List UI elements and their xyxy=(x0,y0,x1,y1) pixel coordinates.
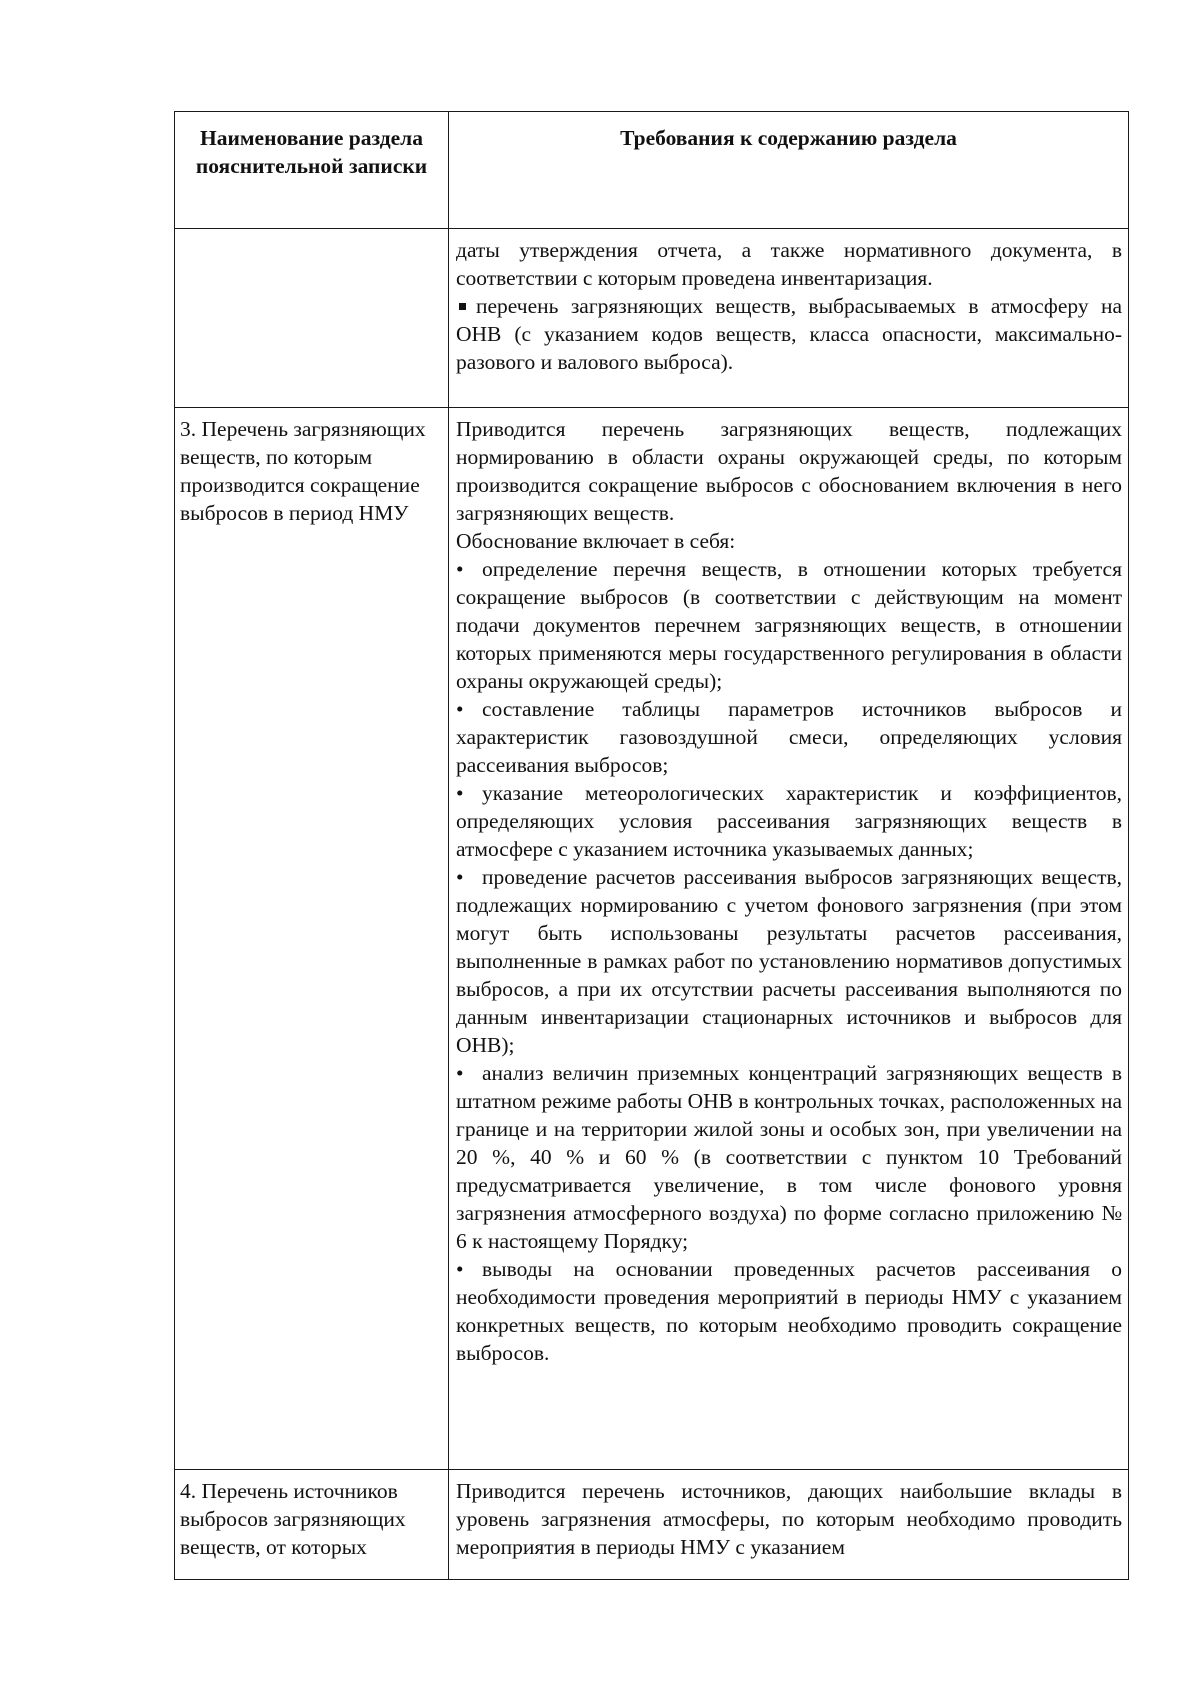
row1-square-item-text: перечень загрязняющих веществ, выбрасываемых в атмосферу на ОНВ (с указанием кодов веществ, класса опасности, максимально-разового и валового выброса). xyxy=(456,294,1122,374)
row2-intro: Приводится перечень загрязняющих веществ, подлежащих нормированию в области охраны окружающей среды, по которым производится сокращение выбросов с обоснованием включения в него загрязняющих веществ. xyxy=(456,417,1122,525)
list-item-text: составление таблицы параметров источников выбросов и характеристик газовоздушной смеси, определяющих условия рассеивания выбросов; xyxy=(456,697,1122,777)
bullet-icon: • xyxy=(456,557,464,581)
row3-requirements xyxy=(449,1470,1129,1580)
table-row xyxy=(175,229,1129,408)
list-item-text: анализ величин приземных концентраций загрязняющих веществ в штатном режиме работы ОНВ в контрольных точках, расположенных на границе и на территории жилой зоны и особых зон, при увеличении на 20 %, 40 % и 60 % (в соответствии с пунктом 10 Требований предусматривается увеличение, в том числе фонового уровня загрязнения атмосферного воздуха) по форме согласно приложению № 6 к настоящему Порядку; xyxy=(456,1061,1122,1253)
table-header-row xyxy=(175,112,1129,229)
list-item-text: выводы на основании проведенных расчетов рассеивания о необходимости проведения мероприятий в периоды НМУ с указанием конкретных веществ, по которым необходимо проводить сокращение выбросов. xyxy=(456,1257,1122,1365)
table-row xyxy=(175,1470,1129,1580)
list-item xyxy=(456,863,1122,1059)
list-item xyxy=(456,555,1122,695)
row3-intro: Приводится перечень источников, дающих наибольшие вклады в уровень загрязнения атмосферы, по которым необходимо проводить мероприятия в периоды НМУ с указанием xyxy=(456,1479,1122,1559)
header-section-requirements: Требования к содержанию раздела xyxy=(449,112,1129,229)
row2-section-name: 3. Перечень загрязняющих веществ, по которым производится сокращение выбросов в период НМУ xyxy=(175,408,449,1470)
row1-square-item xyxy=(456,292,1122,376)
list-item-text: указание метеорологических характеристик и коэффициентов, определяющих условия рассеивания загрязняющих веществ в атмосфере с указанием источника указываемых данных; xyxy=(456,781,1122,861)
row2-requirements xyxy=(449,408,1129,1470)
row2-lead: Обоснование включает в себя: xyxy=(456,529,736,553)
list-item-text: определение перечня веществ, в отношении которых требуется сокращение выбросов (в соответствии с действующим на момент подачи документов перечнем загрязняющих веществ, в отношении которых применяются меры государственного регулирования в области охраны окружающей среды); xyxy=(456,557,1122,693)
bullet-icon: • xyxy=(456,865,464,889)
bullet-icon: • xyxy=(456,781,464,805)
square-bullet-icon xyxy=(459,303,466,310)
row1-intro: даты утверждения отчета, а также нормативного документа, в соответствии с которым проведена инвентаризация. xyxy=(456,238,1122,290)
list-item xyxy=(456,1255,1122,1367)
bullet-icon: • xyxy=(456,1257,464,1281)
requirements-table xyxy=(174,111,1129,1580)
list-item-text: проведение расчетов рассеивания выбросов загрязняющих веществ, подлежащих нормированию с учетом фонового загрязнения (при этом могут быть использованы результаты расчетов рассеивания, выполненные в рамках работ по установлению нормативов допустимых выбросов, а при их отсутствии расчеты рассеивания выполняются по данным инвентаризации стационарных источников и выбросов для ОНВ); xyxy=(456,865,1122,1057)
row1-requirements xyxy=(449,229,1129,408)
bullet-icon: • xyxy=(456,697,464,721)
row1-section-name xyxy=(175,229,449,408)
header-section-name: Наименование раздела пояснительной записки xyxy=(175,112,449,229)
bullet-icon: • xyxy=(456,1061,464,1085)
table-row xyxy=(175,408,1129,1470)
row3-section-name: 4. Перечень источников выбросов загрязняющих веществ, от которых xyxy=(175,1470,449,1580)
list-item xyxy=(456,779,1122,863)
list-item xyxy=(456,695,1122,779)
list-item xyxy=(456,1059,1122,1255)
